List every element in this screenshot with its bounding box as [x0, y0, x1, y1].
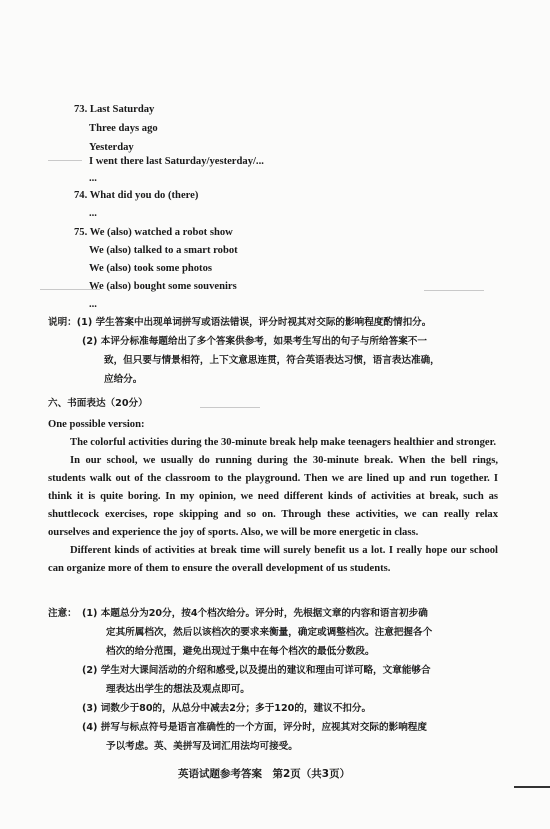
q75-alt-4: ...	[89, 299, 97, 310]
q75-alt-2: We (also) took some photos	[89, 263, 213, 274]
notes-label: 注意：	[48, 608, 77, 619]
q75-alt-1: We (also) talked to a smart robot	[89, 245, 238, 256]
q73-alt-1: Three days ago	[89, 123, 158, 134]
grading-note-3: (3) 词数少于80的，从总分中减去2分；多于120的，建议不扣分。	[82, 703, 372, 714]
q73-alt-4: ...	[89, 173, 97, 184]
edge-mark	[514, 786, 550, 788]
q75-answer: 75. We (also) watched a robot show	[74, 227, 233, 238]
scoring-note-2: (2) 本评分标准每题给出了多个答案供参考，如果考生写出的句子与所给答案不一	[82, 336, 427, 347]
page-footer: 英语试题参考答案 第2页（共3页）	[178, 768, 351, 780]
q73-answer: 73. Last Saturday	[74, 104, 155, 115]
scoring-note-2-cont: 致，但只要与情景相符，上下文意思连贯，符合英语表达习惯，语言表达准确，	[104, 355, 440, 366]
grading-note-1-end: 档次的给分范围，避免出现过于集中在每个档次的最低分数段。	[106, 646, 375, 657]
section-heading: 六、书面表达（20分）	[48, 398, 148, 409]
q75-alt-3: We (also) bought some souvenirs	[89, 281, 237, 292]
q74-alt-1: ...	[89, 208, 97, 219]
grading-note-4-end: 予以考虑。英、美拼写及词汇用法均可接受。	[106, 741, 298, 752]
grading-note-4: (4) 拼写与标点符号是语言准确性的一个方面，评分时，应视其对交际的影响程度	[82, 722, 427, 733]
margin-mark	[424, 290, 484, 291]
scoring-note-1: 说明：(1) 学生答案中出现单词拼写或语法错误，评分时视其对交际的影响程度酌情扣分。	[48, 317, 432, 328]
scoring-note-2-end: 应给分。	[104, 374, 143, 385]
margin-mark	[200, 407, 260, 408]
essay-paragraph-1: The colorful activities during the 30-minute break help make teenagers healthier and stronger.	[70, 437, 496, 448]
grading-note-2: (2) 学生对大课间活动的介绍和感受,以及提出的建议和理由可详可略，文章能够合	[82, 665, 431, 676]
margin-mark	[48, 160, 82, 161]
grading-note-1-cont: 定其所属档次，然后以该档次的要求来衡量，确定或调整档次。注意把握各个	[106, 627, 433, 638]
essay-paragraph-2: In our school, we usually do running during the 30-minute break. When the bell rings, students walk out of the classroom to the playground. Then we are lined up and run together. I think it is quite boring. In my opinion, we need different kinds of activities at break, such as shuttlecock exercises, rope skipping and so on. Through these activities, we can really relax ourselves and experience the joy of sports. Also, we will be more energetic in class.	[48, 455, 498, 538]
q73-alt-2: Yesterday	[89, 142, 134, 153]
q74-answer: 74. What did you do (there)	[74, 190, 199, 201]
essay-body	[48, 434, 498, 578]
grading-note-1: (1) 本题总分为20分，按4个档次给分。评分时，先根据文章的内容和语言初步确	[82, 608, 428, 619]
essay-paragraph-3: Different kinds of activities at break time will surely benefit us a lot. I really hope our school can organize more of them to ensure the overall development of us students.	[48, 545, 498, 574]
grading-note-2-end: 理表达出学生的想法及观点即可。	[106, 684, 250, 695]
q73-alt-3: I went there last Saturday/yesterday/...	[89, 156, 264, 167]
essay-intro: One possible version:	[48, 419, 145, 430]
